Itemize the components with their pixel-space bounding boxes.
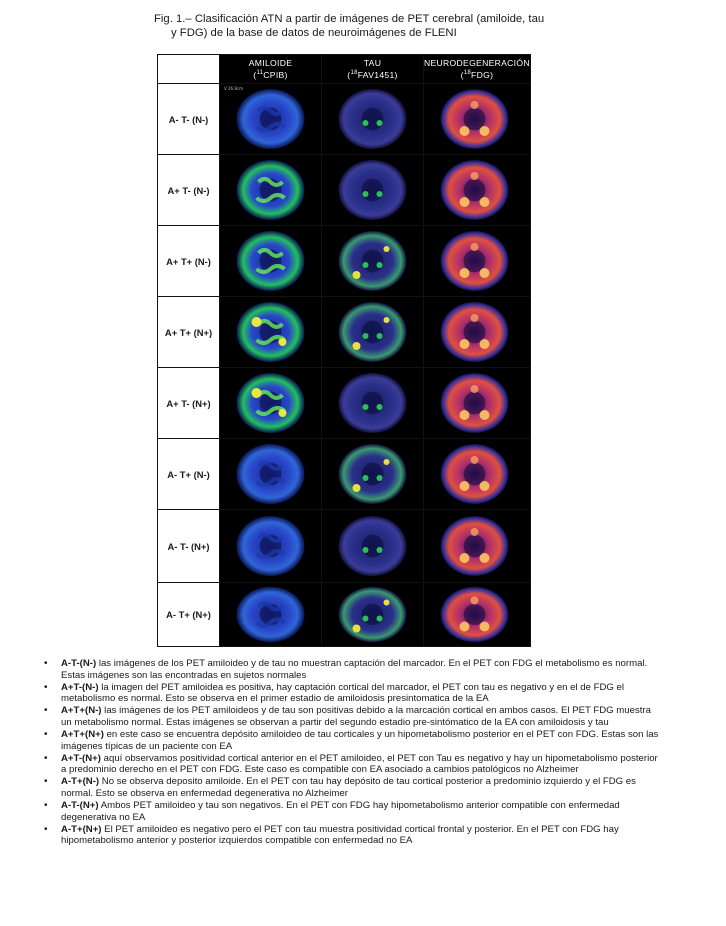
pet-scan-tau [322, 297, 424, 368]
note-text: No se observa deposito amiloide. En el PET con tau hay depósito de tau cortical posterior a predominio izquierdo y el FDG es normal. Esto se observa en enfermedad degenerativa no Alzheimer [61, 776, 636, 800]
row-label: A- T- (N-) [158, 84, 220, 155]
atn-figure-table [157, 54, 531, 647]
list-item [40, 658, 660, 681]
pet-scan-amyloid [220, 439, 322, 510]
pet-scan-tau [322, 510, 424, 583]
table-header-row [158, 55, 531, 84]
table-row [158, 368, 531, 439]
column-header-amyloid [220, 55, 322, 84]
pet-scan-fdg [424, 583, 531, 647]
column-header-neurodegeneration [424, 55, 531, 84]
note-code: A-T+(N-) [61, 776, 100, 788]
row-label: A+ T+ (N-) [158, 226, 220, 297]
column-tracer: ($^{11}$CPIB) [253, 69, 288, 80]
column-tracer: ($^{18}$FAV1451) [347, 69, 398, 80]
table-row [158, 439, 531, 510]
table-row [158, 226, 531, 297]
note-text: la imagen del PET amiloidea es positiva, hay captación cortical del marcador, el PET con tau es negativo y en el de FDG el metabolismo es normal. Esto se observa en el primer estadio de amiloidosis presintomatica de la EA [61, 681, 625, 705]
note-code: A+T-(N-) [61, 681, 99, 693]
note-text: aquí observamos positividad cortical anterior en el PET amiloideo, el PET con Tau es negativo y hay un hipometabolismo posterior a predominio derecho en el PET con FDG. Este caso es compatible con EA asociado a cambios patológicos no Alzheimer [61, 752, 658, 776]
row-label: A- T+ (N+) [158, 583, 220, 647]
list-item [40, 800, 660, 823]
caption-line-1: Fig. 1.– Clasificación ATN a partir de imágenes de PET cerebral (amiloide, tau [154, 13, 545, 25]
note-code: A-T-(N+) [61, 800, 99, 812]
pet-scan-tau [322, 439, 424, 510]
pet-scan-fdg [424, 226, 531, 297]
list-item [40, 705, 660, 728]
pet-scan-fdg [424, 439, 531, 510]
pet-scan-tau [322, 226, 424, 297]
list-item [40, 729, 660, 752]
row-label: A- T+ (N-) [158, 439, 220, 510]
scan-tag: V 26.8cm [224, 86, 244, 91]
pet-scan-amyloid [220, 226, 322, 297]
pet-scan-amyloid [220, 84, 322, 155]
row-label: A+ T+ (N+) [158, 297, 220, 368]
table-row [158, 583, 531, 647]
pet-scan-tau [322, 368, 424, 439]
note-code: A+T+(N+) [61, 729, 104, 741]
pet-scan-amyloid [220, 583, 322, 647]
pet-scan-tau [322, 583, 424, 647]
list-item [40, 776, 660, 799]
column-title: AMILOIDE [248, 58, 293, 69]
pet-scan-amyloid [220, 368, 322, 439]
pet-scan-fdg [424, 155, 531, 226]
table-row [158, 84, 531, 155]
column-title: TAU [363, 58, 382, 69]
pet-scan-amyloid [220, 510, 322, 583]
pet-scan-tau [322, 84, 424, 155]
pet-scan-fdg [424, 84, 531, 155]
column-header-tau [322, 55, 424, 84]
row-label: A- T- (N+) [158, 510, 220, 583]
table-row [158, 510, 531, 583]
list-item [40, 682, 660, 705]
column-title: NEURODEGENERACIÓN [424, 58, 530, 69]
note-code: A-T+(N+) [61, 823, 102, 835]
row-label: A+ T- (N-) [158, 155, 220, 226]
note-text: en este caso se encuentra depósito amiloideo de tau corticales y un hipometabolismo posterior en el PET con FDG. Estas son las imágenes típicas de un paciente con EA [61, 729, 659, 752]
pet-scan-fdg [424, 368, 531, 439]
note-code: A+T+(N-) [61, 705, 102, 717]
table-row [158, 297, 531, 368]
pet-scan-tau [322, 155, 424, 226]
list-item [40, 753, 660, 776]
caption-line-2: y FDG) de la base de datos de neuroimágenes de FLENI [171, 26, 457, 39]
pet-scan-amyloid [220, 155, 322, 226]
figure-caption [154, 13, 574, 40]
note-text: las imágenes de los PET amiloideos y de tau son positivas debido a la marcación cortical en ambos casos. El PET FDG muestra un metabolismo normal. Estas imágenes se observan a partir del segundo estadio pre-sintómatico de la EA con amiloidosis y tau [61, 705, 651, 728]
note-code: A+T-(N+) [61, 752, 101, 764]
note-text: El PET amiloideo es negativo pero el PET con tau muestra positividad cortical frontal y posterior. En el PET con FDG hay hipometabolismo anterior y posterior izquierdos compatible con enfermedad no EA [61, 823, 619, 847]
pet-scan-amyloid [220, 297, 322, 368]
note-text: las imágenes de los PET amiloideo y de tau no muestran captación del marcador. En el PET con FDG el metabolismo es normal. Estas imágenes son las encontradas en sujetos normales [61, 658, 648, 681]
column-tracer: ($^{18}$FDG) [460, 69, 494, 80]
table-corner [158, 55, 220, 84]
pet-scan-fdg [424, 510, 531, 583]
note-text: Ambos PET amiloideo y tau son negativos. En el PET con FDG hay hipometabolismo anterior compatible con enfermedad degenerativa no EA [61, 800, 620, 823]
row-label: A+ T- (N+) [158, 368, 220, 439]
note-code: A-T-(N-) [61, 658, 97, 669]
pet-scan-fdg [424, 297, 531, 368]
list-item [40, 824, 660, 847]
classification-notes-list [40, 658, 660, 848]
table-row [158, 155, 531, 226]
